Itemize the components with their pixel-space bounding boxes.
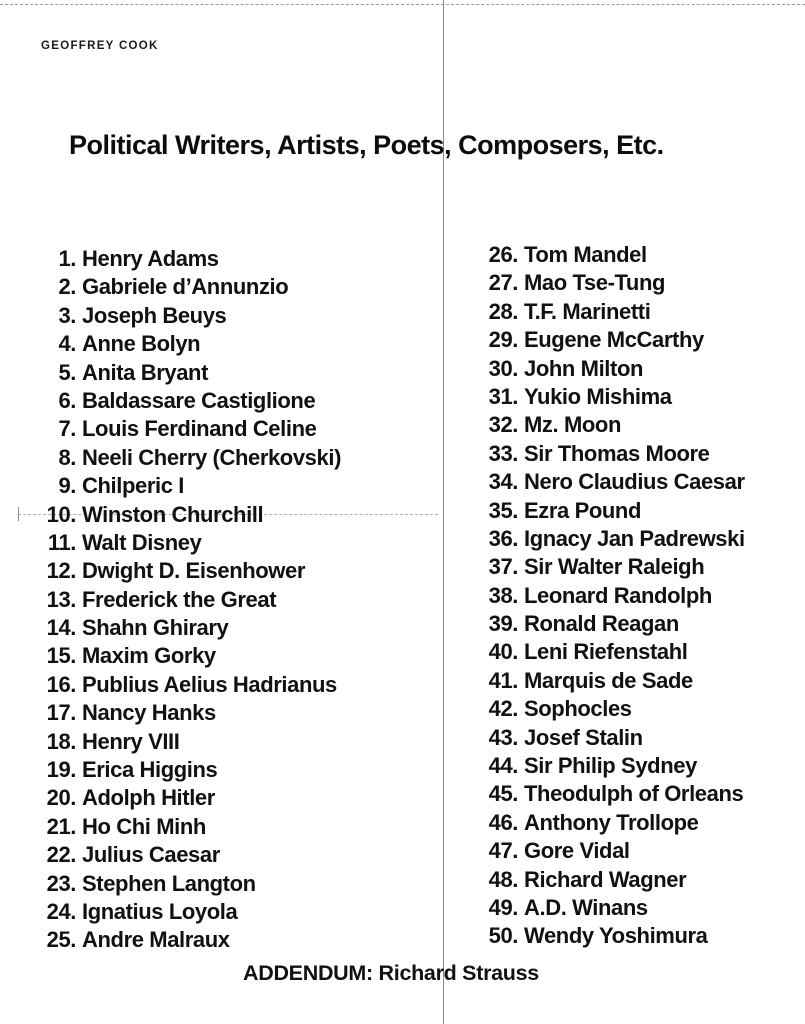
list-item-name: Henry VIII: [82, 728, 180, 754]
list-right-column: [482, 241, 745, 951]
list-item-number: 46.: [488, 809, 518, 835]
author-name: GEOFFREY COOK: [41, 40, 159, 52]
list-item: [482, 440, 745, 468]
list-item: [482, 695, 745, 723]
list-item-name: Tom Mandel: [524, 242, 647, 267]
list-item-name: Nancy Hanks: [82, 700, 216, 726]
list-item: [40, 245, 341, 273]
list-item: [40, 642, 341, 670]
list-item: [482, 894, 745, 922]
list-item-name: Richard Wagner: [524, 866, 687, 892]
list-item-name: Sir Philip Sydney: [524, 753, 697, 779]
list-item-number: 23.: [46, 870, 76, 896]
list-item: [482, 553, 745, 581]
list-item-number: 28.: [488, 298, 518, 324]
list-item-name: Neeli Cherry (Cherkovski): [82, 444, 341, 470]
list-item-name: Yukio Mishima: [524, 383, 672, 409]
list-item-name: Marquis de Sade: [524, 667, 693, 693]
list-item: [40, 813, 341, 841]
list-item-name: Stephen Langton: [82, 870, 256, 896]
list-left-column: [40, 245, 341, 955]
list-item-name: Walt Disney: [82, 529, 202, 555]
list-item-number: 26.: [488, 242, 518, 267]
list-item-number: 27.: [488, 270, 518, 296]
list-item: [40, 784, 341, 812]
list-item-name: Mao Tse-Tung: [524, 270, 666, 296]
list-item: [40, 273, 341, 301]
list-item-name: Mz. Moon: [524, 412, 621, 438]
list-item: [40, 614, 341, 642]
list-item-number: 45.: [488, 781, 518, 807]
list-item-number: 41.: [488, 667, 518, 693]
top-dashed-rule: [0, 4, 805, 5]
list-item-name: Nero Claudius Caesar: [524, 469, 745, 495]
list-item-number: 49.: [488, 894, 518, 920]
list-item-number: 31.: [488, 383, 518, 409]
list-item-name: T.F. Marinetti: [524, 298, 651, 324]
list-item: [482, 326, 745, 354]
list-item-name: Gore Vidal: [524, 838, 630, 864]
list-item: [40, 699, 341, 727]
list-item-name: Baldassare Castiglione: [82, 387, 316, 413]
list-item-name: Ezra Pound: [524, 497, 642, 523]
list-item-number: 35.: [488, 497, 518, 523]
list-item-number: 29.: [488, 327, 518, 353]
list-item: [482, 355, 745, 383]
list-item-name: Sir Walter Raleigh: [524, 554, 705, 580]
list-item-name: Ignacy Jan Padrewski: [524, 525, 745, 551]
list-item-number: 33.: [488, 440, 518, 466]
list-item: [40, 529, 341, 557]
list-item: [40, 302, 341, 330]
list-item-number: 34.: [488, 469, 518, 495]
list-item: [482, 525, 745, 553]
list-item-name: John Milton: [524, 355, 644, 381]
list-item-name: Henry Adams: [82, 246, 219, 271]
list-item-number: 1.: [58, 246, 76, 271]
list-item-number: 20.: [46, 785, 76, 811]
list-item-number: 40.: [488, 639, 518, 665]
list-item: [482, 468, 745, 496]
list-item: [40, 870, 341, 898]
list-item-number: 42.: [488, 696, 518, 722]
list-item: [40, 415, 341, 443]
list-item-number: 19.: [46, 757, 76, 783]
addendum-note: ADDENDUM: Richard Strauss: [243, 961, 539, 985]
list-item-number: 7.: [58, 416, 76, 442]
list-item-number: 43.: [488, 724, 518, 750]
list-item-name: Sophocles: [524, 696, 632, 722]
list-item-number: 9.: [58, 473, 76, 499]
list-item: [482, 667, 745, 695]
list-item-number: 16.: [46, 671, 76, 697]
list-item-number: 18.: [46, 728, 76, 754]
list-item: [482, 809, 745, 837]
list-item-name: Theodulph of Orleans: [524, 781, 744, 807]
list-item: [40, 330, 341, 358]
list-item-number: 30.: [488, 355, 518, 381]
list-item: [482, 922, 745, 950]
list-item-name: Leni Riefenstahl: [524, 639, 688, 665]
list-item: [482, 582, 745, 610]
list-item: [40, 557, 341, 585]
list-item-number: 36.: [488, 525, 518, 551]
list-item-name: Ignatius Loyola: [82, 898, 238, 924]
crop-tick-mark: [18, 507, 19, 521]
list-item: [482, 610, 745, 638]
list-item-number: 11.: [47, 529, 76, 555]
page-title: Political Writers, Artists, Poets, Composers, Etc.: [69, 130, 664, 160]
list-item-number: 3.: [58, 302, 76, 328]
list-item-name: Publius Aelius Hadrianus: [82, 671, 337, 697]
list-item: [40, 501, 341, 529]
list-item: [40, 671, 341, 699]
list-item-name: Andre Malraux: [82, 927, 230, 953]
list-item-number: 22.: [46, 842, 76, 868]
list-item-number: 24.: [46, 898, 76, 924]
list-item-number: 39.: [488, 611, 518, 637]
list-item-number: 10.: [46, 501, 76, 527]
list-item: [482, 638, 745, 666]
list-item-number: 37.: [488, 554, 518, 580]
list-item-name: Louis Ferdinand Celine: [82, 416, 317, 442]
list-item-number: 21.: [46, 813, 76, 839]
list-item-number: 50.: [488, 923, 518, 949]
list-item-number: 38.: [488, 582, 518, 608]
list-item-name: Shahn Ghirary: [82, 615, 229, 641]
list-item-name: Eugene McCarthy: [524, 327, 704, 353]
list-item-name: Erica Higgins: [82, 757, 218, 783]
list-item-number: 48.: [488, 866, 518, 892]
list-item-number: 12.: [46, 558, 76, 584]
list-item-name: Joseph Beuys: [82, 302, 227, 328]
list-item: [482, 383, 745, 411]
list-item: [482, 497, 745, 525]
list-item-name: Julius Caesar: [82, 842, 220, 868]
list-item: [40, 728, 341, 756]
list-item-name: Chilperic I: [82, 473, 184, 499]
list-item-number: 25.: [46, 927, 76, 953]
list-item-number: 44.: [488, 753, 518, 779]
list-item-name: A.D. Winans: [524, 894, 648, 920]
list-item-name: Frederick the Great: [82, 586, 277, 612]
list-item-number: 17.: [46, 700, 76, 726]
list-item-name: Leonard Randolph: [524, 582, 712, 608]
list-item: [482, 752, 745, 780]
list-item: [40, 586, 341, 614]
list-item: [40, 756, 341, 784]
list-item-number: 6.: [58, 387, 76, 413]
list-item: [482, 411, 745, 439]
list-item: [482, 837, 745, 865]
list-item-number: 14.: [46, 615, 76, 641]
list-item-name: Anita Bryant: [82, 359, 208, 385]
list-item-name: Gabriele d’Annunzio: [82, 274, 289, 300]
list-item-name: Sir Thomas Moore: [524, 440, 710, 466]
list-item: [40, 926, 341, 954]
list-item-number: 4.: [58, 331, 76, 357]
list-item: [482, 241, 745, 269]
list-item: [482, 780, 745, 808]
list-item-number: 13.: [46, 586, 76, 612]
list-item-name: Wendy Yoshimura: [524, 923, 708, 949]
list-item-name: Anne Bolyn: [82, 331, 201, 357]
list-item-name: Josef Stalin: [524, 724, 643, 750]
list-item-name: Adolph Hitler: [82, 785, 215, 811]
list-item-number: 8.: [58, 444, 76, 470]
list-item-number: 5.: [58, 359, 76, 385]
list-item-name: Dwight D. Eisenhower: [82, 558, 306, 584]
list-item-number: 32.: [488, 412, 518, 438]
list-item-name: Ho Chi Minh: [82, 813, 206, 839]
list-item: [40, 472, 341, 500]
list-item: [482, 298, 745, 326]
list-item-number: 2.: [58, 274, 76, 300]
list-item-number: 15.: [46, 643, 76, 669]
list-item-name: Anthony Trollope: [524, 809, 699, 835]
list-item: [482, 269, 745, 297]
list-item: [482, 724, 745, 752]
list-item: [40, 387, 341, 415]
list-item: [40, 898, 341, 926]
list-item: [40, 444, 341, 472]
list-item: [40, 359, 341, 387]
list-item-name: Ronald Reagan: [524, 611, 679, 637]
list-item: [482, 866, 745, 894]
list-item-name: Winston Churchill: [82, 501, 264, 527]
list-item: [40, 841, 341, 869]
list-item-name: Maxim Gorky: [82, 643, 216, 669]
list-item-number: 47.: [488, 838, 518, 864]
